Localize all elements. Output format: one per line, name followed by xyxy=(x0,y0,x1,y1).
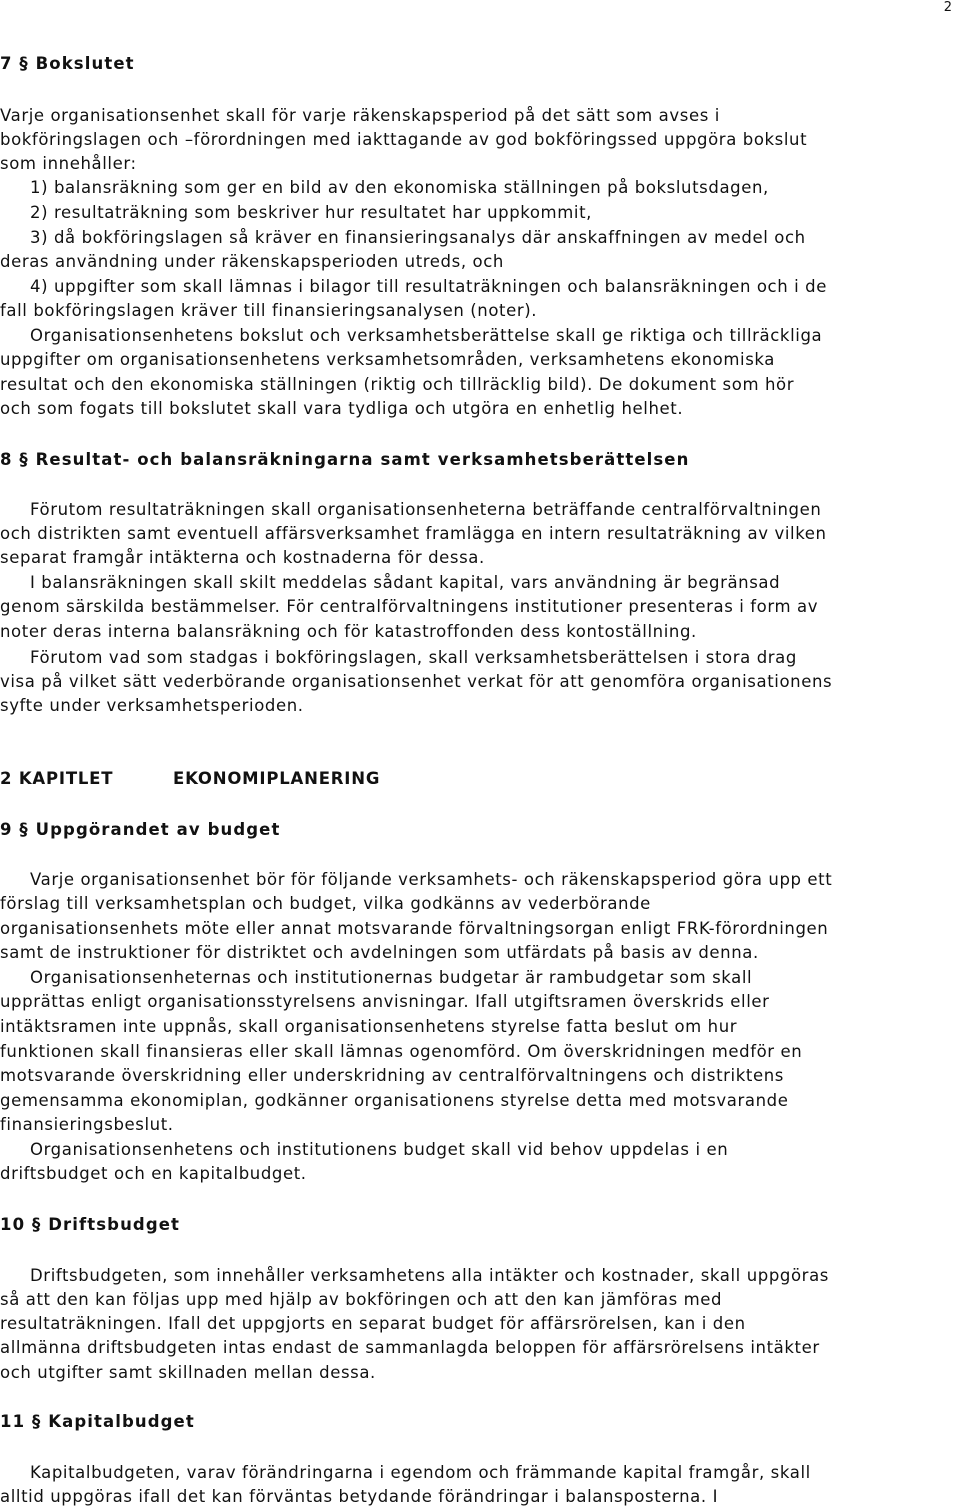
text-line: Förutom resultaträkningen skall organisationsenheterna beträffande centralförvaltningen xyxy=(30,500,822,519)
text-line: förslag till verksamhetsplan och budget, vilka godkänns av vederbörande xyxy=(0,894,651,913)
page-number: 2 xyxy=(943,0,952,15)
text-line: Organisationsenhetens och institutionens budget skall vid behov uppdelas i en xyxy=(30,1140,729,1159)
text-line: samt de instruktioner för distriktet och avdelningen som utfärdats på basis av denna. xyxy=(0,943,759,962)
text-line: Organisationsenhetens bokslut och verksamhetsberättelse skall ge riktiga och tillräckliga xyxy=(30,326,823,345)
text-line: upprättas enligt organisationsstyrelsens anvisningar. Ifall utgiftsramen överskrids eller xyxy=(0,992,770,1011)
text-line: bokföringslagen och –förordningen med iakttagande av god bokföringssed uppgöra bokslut xyxy=(0,130,808,149)
text-line: intäktsramen inte uppnås, skall organisationsenhetens styrelse fatta beslut om hur xyxy=(0,1017,738,1036)
text-line: separat framgår intäkterna och kostnaderna för dessa. xyxy=(0,548,485,567)
text-line: Kapitalbudgeten, varav förändringarna i egendom och främmande kapital framgår, skall xyxy=(30,1463,811,1482)
text-line: 3) då bokföringslagen så kräver en finansieringsanalys där anskaffningen av medel och xyxy=(30,228,806,247)
section-9-heading: 9 § Uppgörandet av budget xyxy=(0,820,281,839)
text-line: 2) resultaträkning som beskriver hur resultatet har uppkommit, xyxy=(30,203,592,222)
text-line: alltid uppgöras ifall det kan förväntas betydande förändringar i balansposterna. I xyxy=(0,1487,719,1506)
chapter-number: 2 KAPITLET xyxy=(0,769,114,788)
text-line: finansieringsbeslut. xyxy=(0,1115,174,1134)
text-line: visa på vilket sätt vederbörande organisationsenhet verkat för att genomföra organisationens xyxy=(0,672,833,691)
section-11-heading: 11 § Kapitalbudget xyxy=(0,1412,195,1431)
section-10-heading: 10 § Driftsbudget xyxy=(0,1215,181,1234)
text-line: allmänna driftsbudgeten intas endast de sammanlagda beloppen för affärsrörelsens intäkter xyxy=(0,1338,820,1357)
text-line: deras användning under räkenskapsperioden utreds, och xyxy=(0,252,504,271)
text-line: 4) uppgifter som skall lämnas i bilagor till resultaträkningen och balansräkningen och i de xyxy=(30,277,827,296)
text-line: I balansräkningen skall skilt meddelas sådant kapital, vars användning är begränsad xyxy=(30,573,781,592)
chapter-title: EKONOMIPLANERING xyxy=(173,769,381,788)
text-line: och distrikten samt eventuell affärsverksamhet framlägga en intern resultaträkning av vilken xyxy=(0,524,827,543)
text-line: motsvarande överskridning eller underskridning av centralförvaltningens och distriktens xyxy=(0,1066,784,1085)
text-line: organisationsenhets möte eller annat motsvarande förvaltningsorgan enligt FRK-förordningen xyxy=(0,919,829,938)
text-line: 1) balansräkning som ger en bild av den ekonomiska ställningen på bokslutsdagen, xyxy=(30,178,769,197)
text-line: syfte under verksamhetsperioden. xyxy=(0,696,304,715)
text-line: så att den kan följas upp med hjälp av bokföringen och att den kan jämföras med xyxy=(0,1290,723,1309)
text-line: Varje organisationsenhet skall för varje räkenskapsperiod på det sätt som avses i xyxy=(0,106,720,125)
text-line: Driftsbudgeten, som innehåller verksamhetens alla intäkter och kostnader, skall uppgöras xyxy=(30,1266,829,1285)
text-line: och som fogats till bokslutet skall vara tydliga och utgöra en enhetlig helhet. xyxy=(0,399,684,418)
text-line: som innehåller: xyxy=(0,154,137,173)
text-line: driftsbudget och en kapitalbudget. xyxy=(0,1164,307,1183)
text-line: och utgifter samt skillnaden mellan dessa. xyxy=(0,1363,376,1382)
text-line: Förutom vad som stadgas i bokföringslagen, skall verksamhetsberättelsen i stora drag xyxy=(30,648,797,667)
text-line: fall bokföringslagen kräver till finansieringsanalysen (noter). xyxy=(0,301,538,320)
text-line: Varje organisationsenhet bör för följande verksamhets- och räkenskapsperiod göra upp ett xyxy=(30,870,833,889)
text-line: genom särskilda bestämmelser. För centralförvaltningens institutioner presenteras i form av xyxy=(0,597,819,616)
text-line: Organisationsenheternas och institutionernas budgetar är rambudgetar som skall xyxy=(30,968,753,987)
section-8-heading: 8 § Resultat- och balansräkningarna samt verksamhetsberättelsen xyxy=(0,450,690,469)
text-line: resultat och den ekonomiska ställningen (riktig och tillräcklig bild). De dokument som hör xyxy=(0,375,795,394)
section-7-heading: 7 § Bokslutet xyxy=(0,54,135,73)
text-line: noter deras interna balansräkning och för katastroffonden dess kontoställning. xyxy=(0,622,697,641)
text-line: uppgifter om organisationsenhetens verksamhetsområden, verksamhetens ekonomiska xyxy=(0,350,776,369)
text-line: gemensamma ekonomiplan, godkänner organisationens styrelse detta med motsvarande xyxy=(0,1091,789,1110)
text-line: resultaträkningen. Ifall det uppgjorts en separat budget för affärsrörelsen, kan i den xyxy=(0,1314,746,1333)
text-line: funktionen skall finansieras eller skall lämnas ogenomförd. Om överskridningen medför en xyxy=(0,1042,803,1061)
